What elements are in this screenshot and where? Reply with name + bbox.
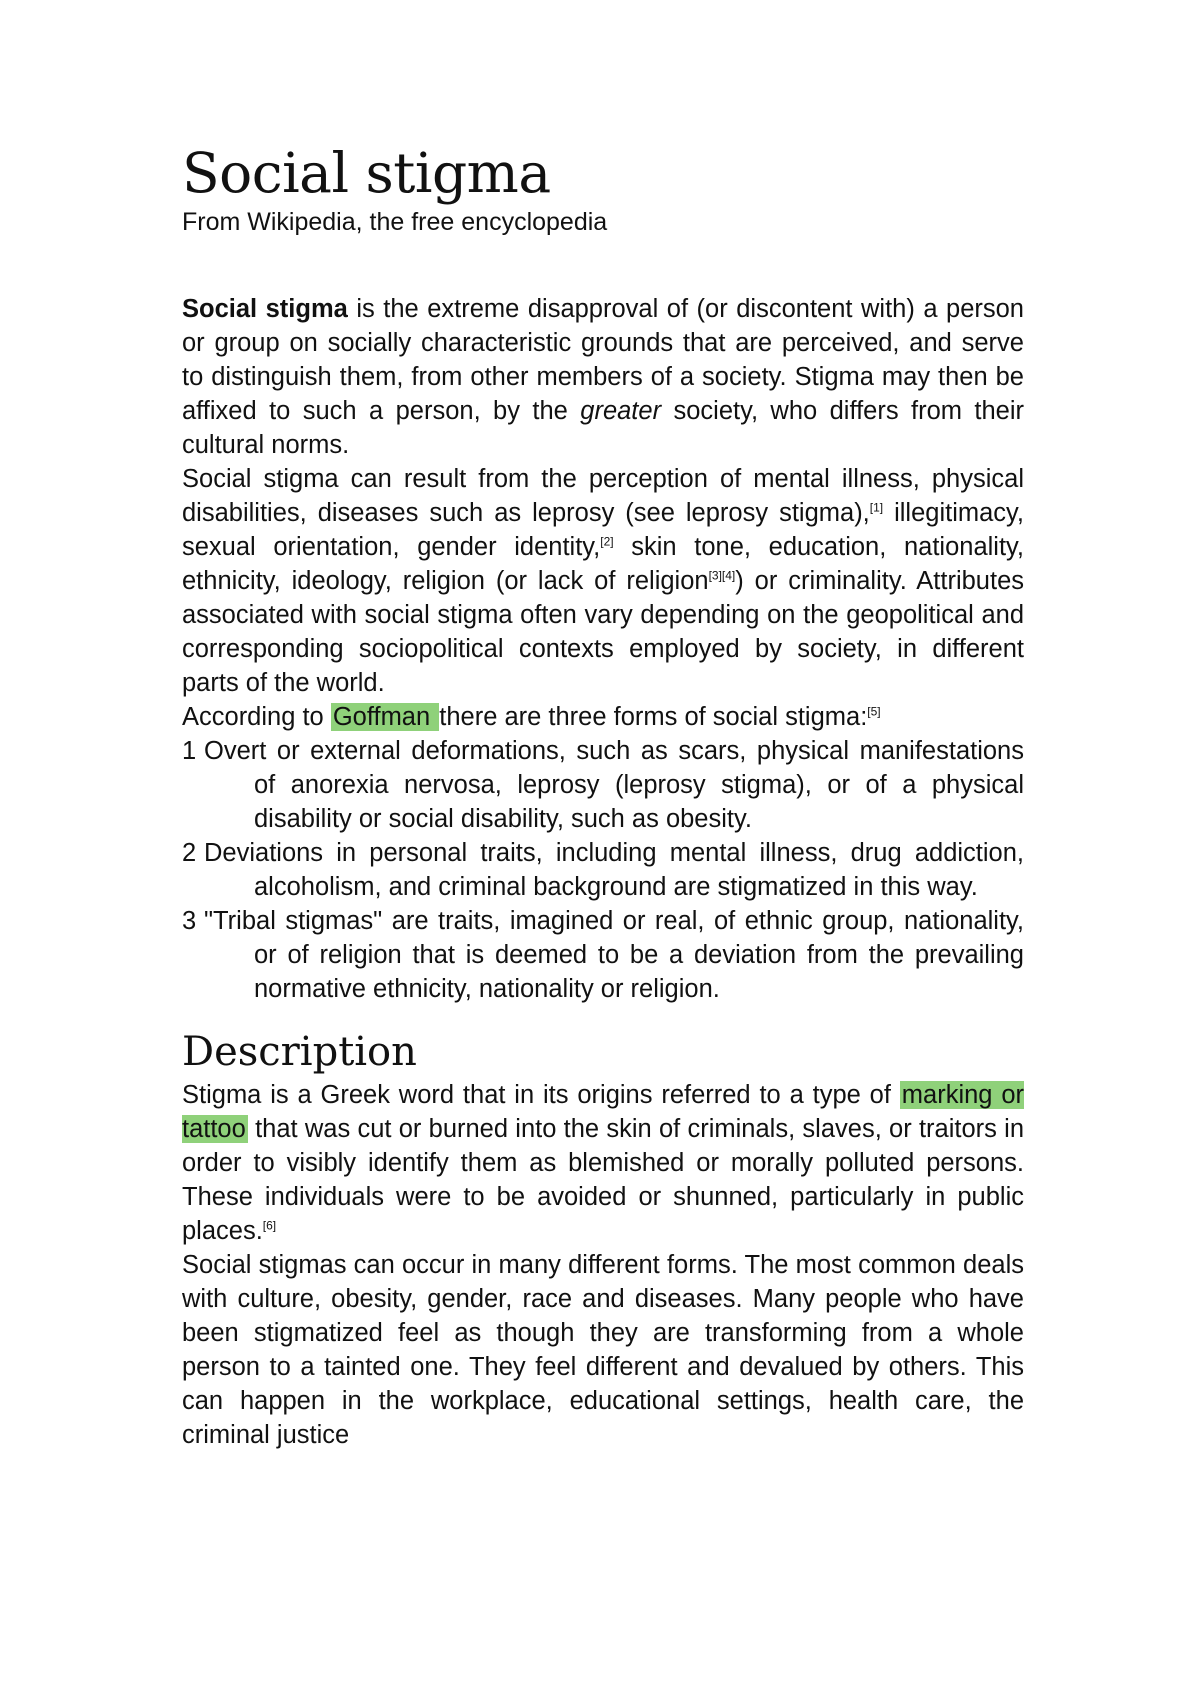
citation-link[interactable]: [6] (262, 1218, 277, 1233)
intro-text: Social stigma can result from the perception of mental illness, physical disabilities, diseases such as leprosy (see leprosy stigma), (182, 465, 1024, 527)
intro-paragraph-3 (182, 700, 1024, 734)
list-item (182, 734, 1024, 836)
citation-link[interactable]: [1] (869, 500, 884, 515)
description-text: Stigma is a Greek word that in its origins referred to a type of (182, 1081, 900, 1109)
list-item-text: Overt or external deformations, such as scars, physical manifestations of anorexia nervosa, leprosy (leprosy stigma), or of a physical disability or social disability, such as obesity. (204, 737, 1024, 833)
description-paragraph-2: Social stigmas can occur in many different forms. The most common deals with culture, obesity, gender, race and diseases. Many people who have been stigmatized feel as though they are transforming from a whole person to a tainted one. They feel different and devalued by others. This can happen in the workplace, educational settings, health care, the criminal justice (182, 1251, 1024, 1449)
list-number: 1 (182, 737, 197, 765)
list-item (182, 904, 1024, 1006)
section-heading-description: Description (182, 1029, 417, 1075)
intro-text: there are three forms of social stigma: (439, 703, 868, 731)
italic-term: greater (580, 397, 662, 425)
list-number: 2 (182, 839, 197, 867)
document-page (182, 140, 1024, 1452)
intro-text: illegitimacy, sexual orientation, gender identity, (182, 499, 1024, 561)
list-item-text: Deviations in personal traits, including mental illness, drug addiction, alcoholism, and criminal background are stigmatized in this way. (204, 839, 1024, 901)
description-paragraph-1 (182, 1078, 1024, 1248)
stigma-forms-list (182, 734, 1024, 1006)
highlighted-link-marking[interactable]: marking or tattoo (182, 1081, 1024, 1143)
page-subtitle: From Wikipedia, the free encyclopedia (182, 208, 608, 236)
description-text: that was cut or burned into the skin of criminals, slaves, or traitors in order to visibly identify them as blemished or morally polluted persons. These individuals were to be avoided or shunned, particularly in public places. (182, 1115, 1024, 1245)
intro-text: ) or criminality. Attributes associated with social stigma often vary depending on the geopolitical and corresponding sociopolitical contexts employed by society, in different parts of the world. (182, 567, 1024, 697)
intro-paragraph-1 (182, 292, 1024, 462)
intro-text: society, who differs from their cultural norms. (182, 397, 1025, 459)
intro-paragraph-2 (182, 462, 1024, 700)
highlighted-link-goffman[interactable]: Goffman (332, 703, 438, 731)
list-number: 3 (182, 907, 197, 935)
bold-term: Social stigma (182, 295, 348, 323)
citation-link[interactable]: [3][4] (708, 568, 736, 583)
intro-text: is the extreme disapproval of (or discontent with) a person or group on socially characteristic grounds that are perceived, and serve to distinguish them, from other members of a society. Stigma may then be affixed to such a person, by the (182, 295, 1024, 425)
intro-text: skin tone, education, nationality, ethnicity, ideology, religion (or lack of religion (182, 533, 1024, 595)
citation-link[interactable]: [2] (600, 534, 614, 549)
intro-text: According to (182, 703, 331, 731)
list-item-text: "Tribal stigmas" are traits, imagined or real, of ethnic group, nationality, or of religion that is deemed to be a deviation from the prevailing normative ethnicity, nationality or religion. (204, 907, 1024, 1003)
list-item (182, 836, 1024, 904)
page-title: Social stigma (182, 141, 551, 205)
citation-link[interactable]: [5] (867, 704, 881, 719)
